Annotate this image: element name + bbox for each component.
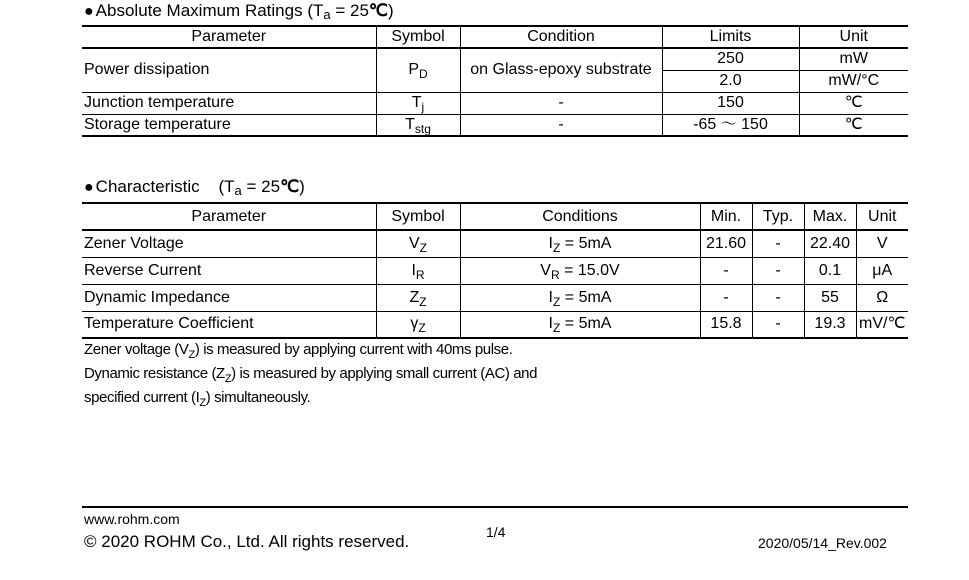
symbol-cell: $P_D$ bbox=[376, 48, 460, 92]
condition-cell: on Glass-epoxy substrate bbox=[460, 48, 662, 92]
characteristic-heading bbox=[84, 177, 305, 198]
page-number: 1/4 bbox=[486, 524, 506, 540]
typ-cell: - bbox=[752, 284, 804, 311]
abs-max-ratings-table bbox=[82, 25, 908, 137]
header-symbol: Symbol bbox=[376, 26, 460, 48]
char-heading-text: Characteristic bbox=[95, 177, 200, 196]
note-line: Zener voltage $(V_Z)$ is measured by applying current with 40ms pulse. bbox=[84, 341, 513, 361]
header-condition: Condition bbox=[460, 26, 662, 48]
header-conditions: Conditions bbox=[460, 203, 700, 230]
param-cell: Reverse Current bbox=[82, 257, 376, 284]
max-cell: 0.1 bbox=[804, 257, 856, 284]
limit-cell: 250 bbox=[662, 48, 799, 70]
footer-website: www.rohm.com bbox=[84, 511, 180, 527]
abs-max-heading bbox=[84, 1, 394, 22]
footer-copyright: © 2020 ROHM Co., Ltd. All rights reserved. bbox=[84, 532, 410, 551]
min-cell: - bbox=[700, 257, 752, 284]
measurement-notes bbox=[84, 338, 537, 410]
header-unit: Unit bbox=[856, 203, 908, 230]
header-max: Max. bbox=[804, 203, 856, 230]
symbol-cell: $\gamma_Z$ bbox=[376, 311, 460, 338]
note-line: Dynamic resistance $(Z_Z)$ is measured by applying small current (AC) and bbox=[84, 365, 538, 385]
unit-cell: mW/°C bbox=[799, 70, 908, 92]
min-cell: 21.60 bbox=[700, 230, 752, 257]
typ-cell: - bbox=[752, 230, 804, 257]
condition-cell: - bbox=[460, 92, 662, 114]
header-unit: Unit bbox=[799, 26, 908, 48]
unit-cell: mV/℃ bbox=[859, 315, 906, 333]
condition-cell: - bbox=[460, 114, 662, 136]
unit-cell: V bbox=[856, 230, 908, 257]
symbol-cell: $V_Z$ bbox=[376, 230, 460, 257]
param-cell: Power dissipation bbox=[82, 48, 376, 92]
table-row bbox=[82, 114, 908, 136]
footer-divider bbox=[82, 506, 908, 508]
max-cell: 19.3 bbox=[804, 311, 856, 338]
table-row bbox=[82, 311, 908, 338]
note-line: specified current $(I_Z)$ simultaneously. bbox=[84, 389, 311, 409]
char-heading-temp: ($T_a$ = 25℃) bbox=[218, 177, 305, 198]
condition-cell: $I_Z = 5mA$ bbox=[460, 230, 700, 257]
table-row bbox=[82, 92, 908, 114]
header-parameter: Parameter bbox=[82, 26, 376, 48]
bullet-icon: ● bbox=[84, 3, 94, 20]
limit-cell: 150 bbox=[662, 92, 799, 114]
revision-code: 2020/05/14_Rev.002 bbox=[758, 535, 887, 551]
unit-cell: mW bbox=[799, 48, 908, 70]
condition-cell: $V_R = 15.0V$ bbox=[460, 257, 700, 284]
unit-cell: ℃ bbox=[799, 92, 908, 114]
param-cell: Storage temperature bbox=[82, 114, 376, 136]
unit-cell: μA bbox=[856, 257, 908, 284]
header-parameter: Parameter bbox=[82, 203, 376, 230]
param-cell: Zener Voltage bbox=[82, 230, 376, 257]
param-cell: Junction temperature bbox=[82, 92, 376, 114]
param-cell: Temperature Coefficient bbox=[82, 311, 376, 338]
param-cell: Dynamic Impedance bbox=[82, 284, 376, 311]
condition-cell: $I_Z = 5mA$ bbox=[460, 284, 700, 311]
unit-cell: ℃ bbox=[844, 115, 863, 133]
symbol-cell: $Z_Z$ bbox=[376, 284, 460, 311]
symbol-cell: $T_{stg}$ bbox=[376, 114, 460, 136]
table-row bbox=[82, 230, 908, 257]
max-cell: 55 bbox=[804, 284, 856, 311]
limit-cell: 2.0 bbox=[662, 70, 799, 92]
limit-cell: -65 ～ 150 bbox=[662, 114, 799, 136]
symbol-cell: $I_R$ bbox=[376, 257, 460, 284]
abs-heading-temp: ($T_a$ = 25℃) bbox=[307, 1, 394, 22]
table-row bbox=[82, 48, 908, 70]
table-row bbox=[82, 257, 908, 284]
header-typ: Typ. bbox=[752, 203, 804, 230]
table-row bbox=[82, 284, 908, 311]
condition-cell: $I_Z = 5mA$ bbox=[460, 311, 700, 338]
header-symbol: Symbol bbox=[376, 203, 460, 230]
header-limits: Limits bbox=[662, 26, 799, 48]
characteristic-table bbox=[82, 202, 908, 339]
bullet-icon: ● bbox=[84, 179, 94, 196]
symbol-cell: $T_j$ bbox=[376, 92, 460, 114]
typ-cell: - bbox=[752, 257, 804, 284]
unit-cell: Ω bbox=[856, 284, 908, 311]
abs-heading-text: Absolute Maximum Ratings bbox=[95, 1, 303, 20]
typ-cell: - bbox=[752, 311, 804, 338]
min-cell: 15.8 bbox=[700, 311, 752, 338]
min-cell: - bbox=[700, 284, 752, 311]
max-cell: 22.40 bbox=[804, 230, 856, 257]
header-min: Min. bbox=[700, 203, 752, 230]
